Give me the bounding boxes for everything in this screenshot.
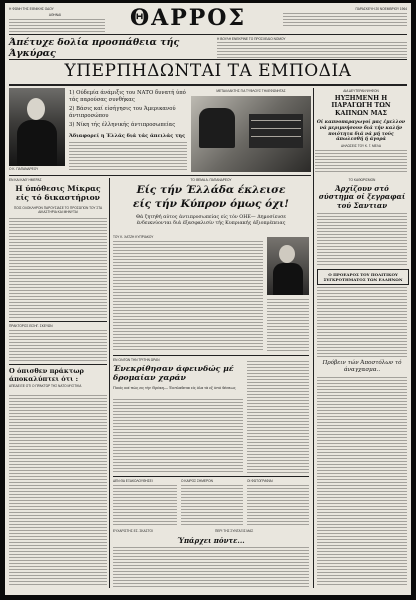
feature-side-text [267, 299, 309, 351]
switchboard-line [251, 136, 301, 137]
feature-sub: Θά ζητηθή αύτος άντιπροσωπείας είς τόν ΟΗΕ— Δημοσίευσε ένδεικνύονται διά έξασφαλισίν τής Κυπριακής άξιοπρέπειας [136, 215, 286, 226]
bottom-banner: Ύπάρχει πόντε... [177, 536, 245, 545]
main-headline: ΥΠΕΡΠΗΔΩΝΤΑΙ ΤΑ ΕΜΠΟΔΙΑ [64, 61, 352, 81]
right-notice-text [217, 42, 407, 58]
bottom-right-kicker: ΠΕΡΙ ΤΗΣ ΣΥΝΤΑΞΙΣ ΜΑΣ [215, 529, 254, 533]
masthead-left-line: Η ΦΩΝΗ ΤΗΣ ΕΘΝΙΚΗΣ ΟΔΟΥ [9, 7, 54, 11]
switchboard-line [251, 128, 301, 129]
right-kicker: ΔΙΑ ΔΕΥΤΕΡΑΝ ΨΗΦΟΝ [343, 89, 379, 93]
bottom-mid-text-2 [181, 485, 243, 525]
santian-box: Ο ΠΡΟΕΔΡΟΣ ΤΟΥ ΠΟΛΙΤΙΚΟΥ ΣΥΓΚΡΟΤΗΜΑΤΟΣ ΤΩΝ ΕΛΛΗΝΩΝ [317, 269, 409, 285]
masthead-date: ΠΑΡΑΣΚΕΥΗ 20 ΝΟΕΜΒΡΙΟΥ 1964 [355, 7, 407, 11]
left-column-rule [109, 178, 110, 588]
praktor-sub: ΑΠΕΔΕΙΞΕ ΟΤΙ Ο ΠΡΑΚΤΩΡ ΤΗΣ ΝΑΤΟ ΜΥΣΤΙΚΑ [9, 384, 82, 388]
newspaper-page [5, 3, 411, 595]
right-column-rule [313, 88, 314, 588]
telephone-photo [191, 96, 311, 172]
mikros-body-text [9, 218, 107, 318]
bottom-left-kicker: ΕΥΧΑΡΙΣΤΗΣ ΕΣ. ΣΚΑΣΤΟΙ [113, 529, 153, 533]
lead-point-1: 1) Ούδεμία άνάμιξις του ΝΑΤΟ δυνατή ύπό τάς παρούσας συνθήκας [69, 90, 186, 103]
santian-kicker: ΤΟ ΚΑΘΩΡΙΣΜΟΝ [348, 178, 376, 182]
praktor-lead-text [9, 330, 107, 362]
feature-kicker: ΤΟ ΘΕΜΑ Α. ΠΑΠΑΝΔΡΕΟΥ [190, 178, 232, 182]
lead-quote: Άδιαφορεί η Έλλάς διά τάς άπειλάς της [69, 133, 186, 139]
feature-line-1: Είς τήν Έλλάδα έκλεισε [136, 184, 286, 196]
santian-body-text [317, 213, 407, 267]
masthead-left-subline: ΑΘΗΝΑΙ [48, 13, 62, 17]
masthead-title: ΘΑΡΡΟΣ [129, 5, 247, 31]
tobacco-box-title: ΗΥΞΗΜΕΝΗ Η ΠΑΡΑΓΩΓΗ ΤΩΝ ΚΑΠΝΩΝ ΜΑΣ [331, 95, 391, 117]
portrait-body [17, 120, 57, 166]
praktor-rule [9, 321, 107, 322]
headline-rule [9, 84, 407, 86]
santian-box-text [317, 287, 407, 357]
aftin-kicker: ΕΝ ΟΛΙΓΩΝ ΤΗΝ ΤΡΙΤΗΝ ΩΡΑΝ [113, 358, 160, 362]
feature-line-2: είς τήν Κύπρον όμως όχι! [133, 198, 289, 210]
portrait-photo [9, 88, 65, 166]
phone-photo-caption: ΜΕΤΑΛΛΑΚΤΗΣ ΓΙΑ ΤΥΦΛΟΥΣ ΤΗΛΕΦΩΝΗΤΑΣ [216, 89, 286, 93]
aftin-sub: Ποιός καί πώς εις τήν Θράκη— Έκπλαθεται είς όλα τά εξ ύπό θέσεως [113, 385, 236, 390]
bottom-mid-rule [113, 476, 309, 477]
switchboard-line [251, 120, 301, 121]
section-rule [9, 175, 311, 176]
subhead-left: Άπέτυχε δολία προσπάθεια τής Άγκύρας [9, 37, 180, 59]
aftin-body-text [113, 399, 243, 473]
masthead-rule [9, 34, 407, 35]
aftin-side-text [247, 361, 309, 473]
bottom-mid-head-1: ΔΕΝ ΘΑ ΕΞΑΚΟΛΟΥΘΗΣΕΙ [113, 479, 153, 483]
praktor-body-text [9, 395, 107, 587]
bottom-mid-head-3: ΟΙ ΦΩΤΟΓΡΑΦΙΑΙ [247, 479, 273, 483]
right-column-body-text [317, 377, 407, 587]
bottom-mid-head-2: Ο ΚΑΙΡΟΣ ΣΗΜΕΡΟΝ [181, 479, 213, 483]
praktor-title-rule [9, 364, 107, 365]
portrait-face [27, 98, 45, 120]
santian-title: Άρχίζουν στό σύστημα οί ξεγραφαί τού Σαντιαν [318, 184, 406, 210]
feature-portrait-body [273, 263, 303, 295]
mikros-title: Η ύπόθεσις Μίκρας είς τό δικαστήριον [15, 184, 101, 202]
subhead-rule [9, 59, 407, 60]
feature-portrait-photo [267, 237, 309, 295]
feature-body-text [113, 241, 263, 351]
lead-point-3: 3) Νίκη τής έλληνικής άντιπροσωπείας [69, 122, 176, 128]
praktor-kicker: ΠΡΑΚΤΟΡΟΣ ΕΙΣΗΓ. ΣΚΕΥΩΝ [9, 324, 53, 328]
mikros-sub: ΠΟΙΣ ΟΛΟΚΛΗΡΟΝ ΠΑΡΟΥΣΙΑΣΕ ΤΟ ΠΡΟΣΩΠΟΝ ΤΟΥ ΣΤΑ ΔΙΚΑΣΤΗΡΙΑ ΚΑΙ ΜΗΝΥΤΑΙ [13, 206, 103, 214]
bottom-mid-text-3 [247, 485, 309, 525]
operator-figure [199, 108, 235, 148]
italic-note: Πρόβειν τών Άποστόλων τό άναγχασμα.. [322, 360, 402, 373]
masthead-left-info [9, 19, 105, 33]
bottom-mid-text-1 [113, 485, 177, 525]
portrait-caption: Ο Κ. ΠΑΠΑΝΔΡΕΟΥ [9, 167, 39, 171]
tobacco-byline: ΔΗΛΩΣΕΙΣ ΤΟΥ Κ. Γ. ΜΕΛΑ [340, 144, 382, 148]
feature-byline: ΤΟΥ Κ. ΧΑΤΖΗ ΚΥΠΡΙΑΚΟΥ [113, 235, 154, 239]
tobacco-body-title: Οί καπνοπαραγωγοί μας έμελλον νά μεριμνήσουν διά τήν καλήν ποιότητα διά νά μή τούς άπωλεσθή ή άγορά [316, 120, 406, 143]
praktor-title: Ο όπισθεν πράκτωρ άποκαλύπτει ότι : [9, 367, 84, 383]
feature-portrait-face [279, 245, 295, 263]
aftin-rule [113, 355, 309, 356]
bottom-mid-body-text [113, 547, 309, 587]
mikros-kicker: ΕΝ ΚΑΙ ΚΑΘ' ΗΜΕΡΑΣ [9, 178, 42, 182]
aftin-title: Ένεκρίθησαν άφεινδώς μέ δρομαίαν χαράν [113, 364, 234, 383]
tobacco-body-text [315, 150, 407, 172]
right-notice: Η ΒΟΥΛΗ ΕΝΕΚΡΙΝΕ ΤΟ ΠΡΟΣΧΕΔΙΟ ΝΟΜΟΥ [217, 37, 286, 41]
lead-point-2: 2) Βάσις καί είσήγησις του Άμερικανού άντιπροσώπου [69, 106, 176, 119]
lead-body-text [69, 142, 187, 172]
masthead-right-info [283, 13, 407, 27]
